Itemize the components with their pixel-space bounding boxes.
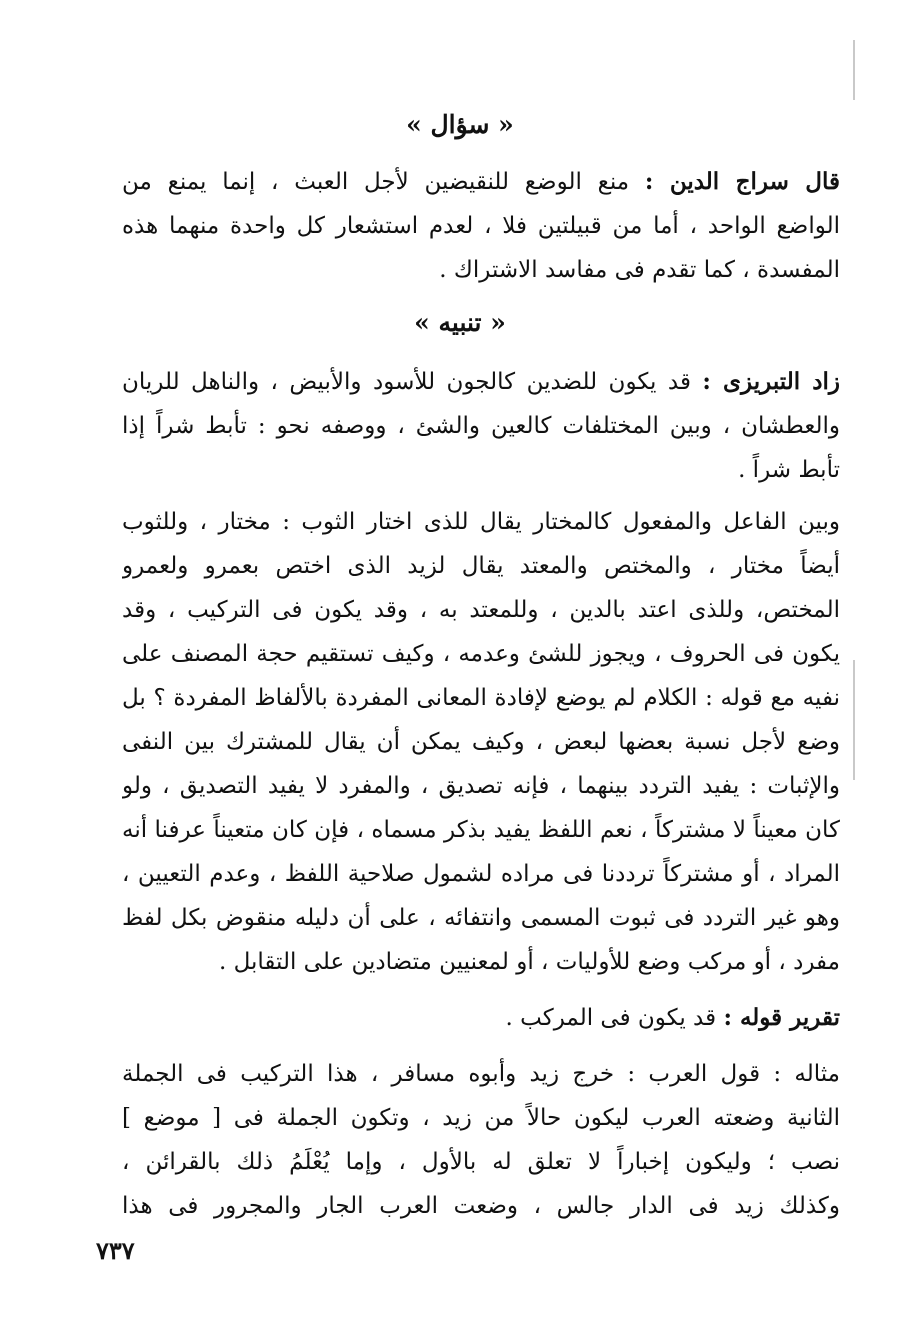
paragraph-line	[122, 360, 840, 404]
paragraph-line: مثاله : قول العرب : خرج زيد وأبوه مسافر ، هذا التركيب فى الجملة	[122, 1061, 840, 1087]
line-text: قد يكون للضدين كالجون للأسود والأبيض ، والناهل للريان	[122, 369, 691, 395]
paragraph-line: مفرد ، أو مركب وضع للأوليات ، أو لمعنيين متضادين على التقابل .	[218, 949, 840, 975]
paragraph-line: والإثبات : يفيد التردد بينهما ، فإنه تصديق ، والمفرد لا يفيد التصديق ، ولو	[122, 773, 840, 799]
paragraph-line	[122, 160, 840, 204]
paragraph-line: الثانية وضعته العرب ليكون حالاً من زيد ، وتكون الجملة فى [ موضع ]	[122, 1105, 840, 1131]
paragraph-line: والعطشان ، وبين المختلفات كالعين والشئ ، ووصفه نحو : تأبط شراً إذا	[122, 413, 840, 439]
paragraph-lead: قال سراج الدين :	[644, 168, 840, 195]
heading-question: « سؤال »	[406, 110, 514, 139]
paragraph-lead: زاد التبريزى :	[702, 368, 840, 395]
line-text: قد يكون فى المركب .	[505, 1005, 717, 1031]
paragraph-4	[122, 996, 840, 1040]
paragraph-line: تأبط شراً .	[738, 457, 840, 483]
paragraph-line: المراد ، أو مشتركاً ترددنا فى مراده لشمول صلاحية اللفظ ، وعدم التعيين ،	[122, 861, 840, 887]
paragraph-line: كان معيناً لا مشتركاً ، نعم اللفظ يفيد بذكر مسماه ، فإن كان متعيناً عرفنا أنه	[122, 817, 840, 843]
margin-mark	[853, 40, 855, 100]
paragraph-line: المفسدة ، كما تقدم فى مفاسد الاشتراك .	[439, 257, 840, 283]
margin-mark	[853, 660, 855, 780]
paragraph-line	[122, 996, 840, 1040]
paragraph-line: وبين الفاعل والمفعول كالمختار يقال للذى اختار الثوب : مختار ، وللثوب	[122, 509, 840, 535]
paragraph-1	[122, 160, 840, 292]
page-number: ٧٣٧	[96, 1236, 135, 1265]
paragraph-line: المختص، وللذى اعتد بالدين ، وللمعتد به ، وقد يكون فى التركيب ، وقد	[122, 597, 840, 623]
paragraph-line: نصب ؛ وليكون إخباراً لا تعلق له بالأول ، وإما يُعْلَمُ ذلك بالقرائن ،	[122, 1149, 840, 1175]
paragraph-2	[122, 360, 840, 492]
paragraph-line: وضع لأجل نسبة بعضها لبعض ، وكيف يمكن أن يقال للمشترك بين النفى	[122, 729, 840, 755]
line-text: منع الوضع للنقيضين لأجل العبث ، إنما يمنع من	[122, 169, 630, 195]
paragraph-5	[122, 1052, 840, 1228]
paragraph-line: أيضاً مختار ، والمختص والمعتد يقال لزيد الذى اختص بعمرو ولعمرو	[122, 553, 840, 579]
paragraph-line: يكون فى الحروف ، ويجوز للشئ وعدمه ، وكيف تستقيم حجة المصنف على	[122, 641, 840, 667]
paragraph-line: الواضع الواحد ، أما من قبيلتين فلا ، لعدم استشعار كل واحدة منهما هذه	[122, 213, 840, 239]
paragraph-3	[122, 500, 840, 984]
paragraph-lead: تقرير قوله :	[723, 1004, 840, 1031]
paragraph-line: نفيه مع قوله : الكلام لم يوضع لإفادة المعانى المفردة بالألفاظ المفردة ؟ بل	[122, 685, 840, 711]
paragraph-line: وهو غير التردد فى ثبوت المسمى وانتفائه ، على أن دليله منقوض بكل لفظ	[122, 905, 840, 931]
paragraph-line: وكذلك زيد فى الدار جالس ، وضعت العرب الجار والمجرور فى هذا	[122, 1193, 840, 1219]
heading-notice: « تنبيه »	[414, 308, 506, 337]
